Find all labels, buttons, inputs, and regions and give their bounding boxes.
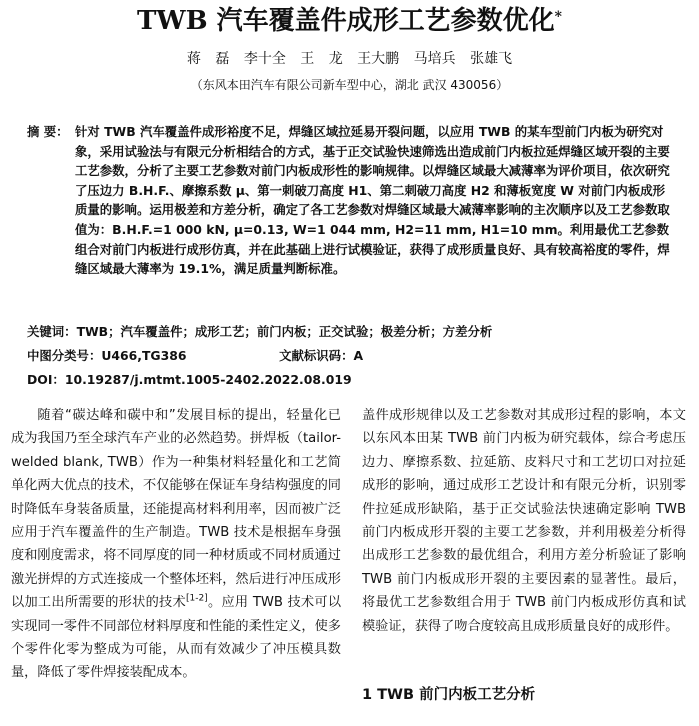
section-heading: 1 TWB 前门内板工艺分析 [362, 687, 536, 703]
body-paragraph [11, 404, 341, 685]
affiliation: （东风本田汽车有限公司新车型中心，湖北 武汉 430056） [190, 78, 509, 92]
author-list: 蒋 磊 李十全 王 龙 王大鹏 马培兵 张雄飞 [186, 51, 513, 67]
keywords-label: 关键词： [27, 324, 77, 339]
abstract-block [27, 122, 677, 279]
paper-title [0, 6, 699, 36]
title-text: TWB 汽车覆盖件成形工艺参数优化 [137, 6, 555, 36]
clc-value: U466,TG386 [101, 348, 187, 363]
clc-label: 中图分类号： [27, 348, 102, 363]
body-right-column [362, 404, 686, 638]
abstract-label: 摘 要： [27, 124, 69, 139]
citation: [1-2] [185, 593, 208, 604]
keywords-line [27, 322, 677, 341]
doc-code-label: 文献标识码： [279, 348, 354, 363]
body-paragraph: 盖件成形规律以及工艺参数对其成形过程的影响，本文以东风本田某 TWB 前门内板为研究载体，综合考虑压边力、摩擦系数、拉延筋、皮料尺寸和工艺切口对拉延成形的影响，通过成形工艺设计和有限元分析，识别零件拉延成形缺陷，基于正交试验法快速确定影响 TWB 前门内板成形开裂的主要工艺参数，并利用极差分析得出成形工艺参数的最优组合，利用方差分析验证了影响 TWB 前门内板成形开裂的主要因素的显著性。最后，将最优工艺参数组合用于 TWB 前门内板成形仿真和试模验证，获得了吻合度较高且成形质量良好的成形件。 [362, 408, 686, 634]
doi-label: DOI： [27, 372, 65, 387]
doi-value: 10.19287/j.mtmt.1005-2402.2022.08.019 [64, 372, 352, 387]
body-text: 。应用 TWB 技术可以实现同一零件不同部位材料厚度和性能的柔性定义，使多个零件化零为整成为可能，从而有效减少了冲压模具数量，降低了零件焊接装配成本。 [11, 595, 342, 681]
body-text: 随着“碳达峰和碳中和”发展目标的提出，轻量化已成为我国乃至全球汽车产业的必然趋势。拼焊板（tailor-welded blank, TWB）作为一种集材料轻量化和工艺简单化两大优点的技术，不仅能够在保证车身结构强度的同时降低车身装备质量，还能提高材料利用率，因而被广泛应用于汽车覆盖件的生产制造。TWB 技术是根据车身强度和刚度需求，将不同厚度的同一种材质或不同材质通过激光拼焊的方式连接成一个整体坯料，然后进行冲压成形以加工出所需要的形状的技术 [11, 408, 341, 611]
doi-line [27, 370, 677, 389]
title-footnote-mark: * [554, 9, 562, 25]
keywords-text: TWB；汽车覆盖件；成形工艺；前门内板；正交试验；极差分析；方差分析 [76, 324, 493, 339]
classification-line [27, 346, 677, 365]
doc-code-value: A [353, 348, 364, 363]
abstract-text: 针对 TWB 汽车覆盖件成形裕度不足，焊缝区域拉延易开裂问题，以应用 TWB 的某车型前门内板为研究对象，采用试验法与有限元分析相结合的方式，基于正交试验快速筛选出造成前门内板拉延焊缝区域开裂的主要工艺参数，分析了主要工艺参数对前门内板成形性的影响规律。以焊缝区域最大减薄率为评价项目，依次研究了压边力 B.H.F.、摩擦系数 μ、第一刺破刀高度 H1、第二刺破刀高度 H2 和薄板宽度 W 对前门内板成形质量的影响。运用极差和方差分析，确定了各工艺参数对焊缝区域最大减薄率影响的主次顺序以及工艺参数取值为：B.H.F.=1 000 kN, μ=0.13, W=1 044 mm, H2=11 mm, H1=10 mm。利用最优工艺参数组合对前门内板进行成形仿真，并在此基础上进行试模验证，获得了成形质量良好、具有较高裕度的零件，焊缝区域最大薄率为 19.1%，满足质量判断标准。 [75, 124, 670, 277]
body-left-column [11, 404, 341, 685]
